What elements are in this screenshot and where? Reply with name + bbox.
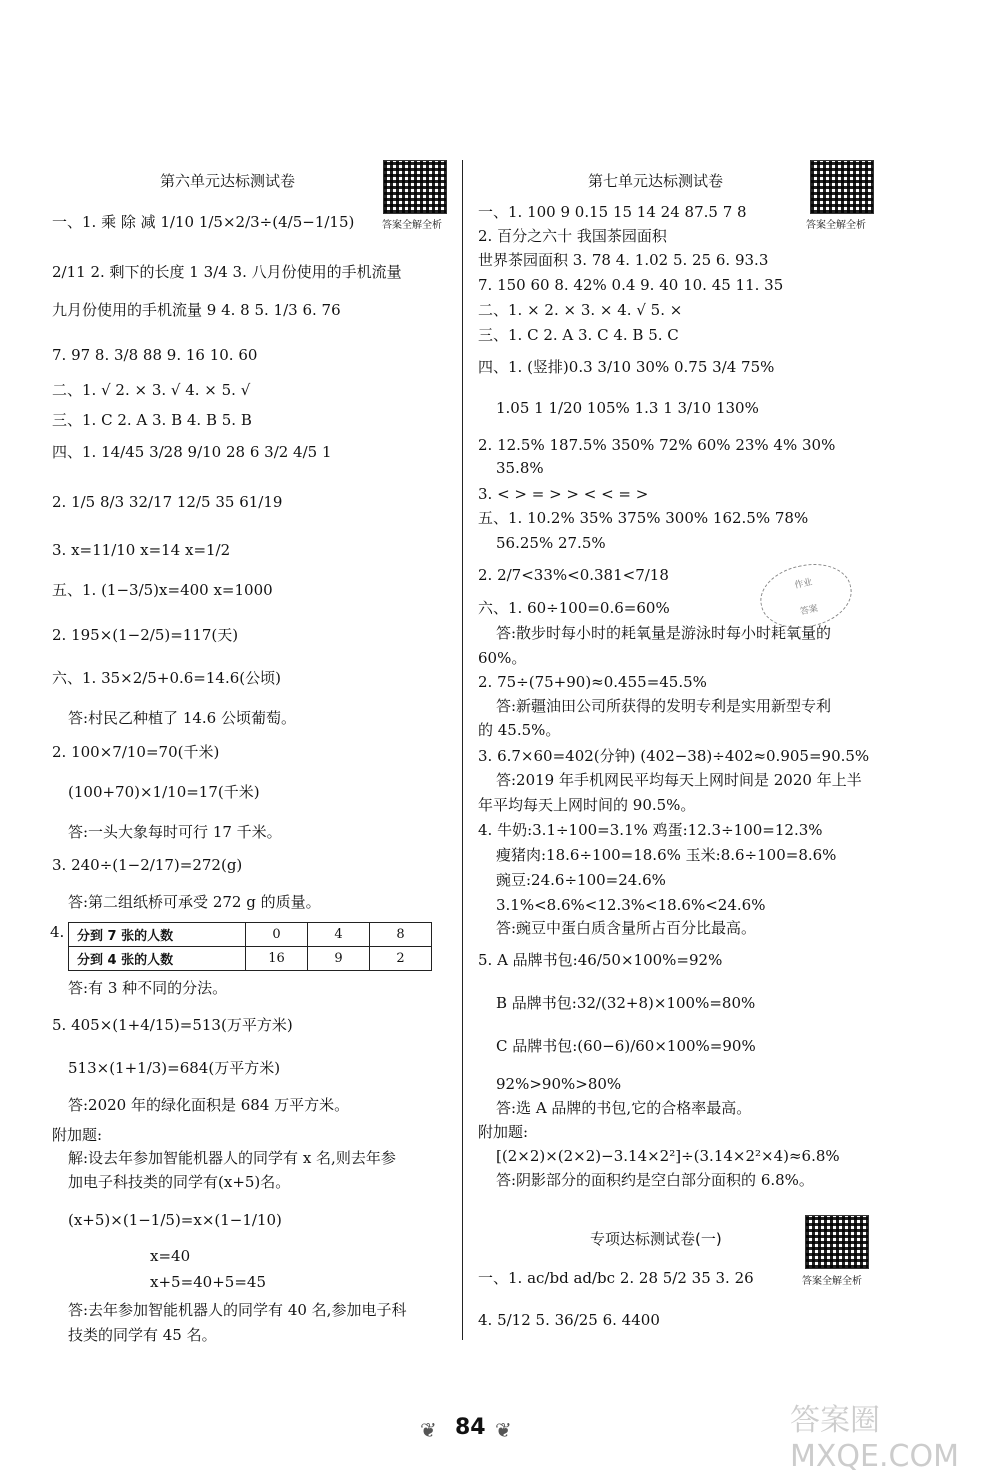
answer-line: 60%。 bbox=[478, 649, 527, 667]
table-cell: 8 bbox=[370, 923, 432, 947]
answer-line: 3. 6.7×60=402(分钟) (402−38)÷402≈0.905=90.5% bbox=[478, 747, 870, 765]
qr-code-icon[interactable] bbox=[383, 160, 447, 214]
table-cell: 分到 7 张的人数 bbox=[69, 923, 246, 947]
answer-line: 答:豌豆中蛋白质含量所占百分比最高。 bbox=[496, 919, 757, 937]
answer-line: 四、1. 14/45 3/28 9/10 28 6 3/2 4/5 1 bbox=[52, 443, 332, 461]
answer-line: 4. 5/12 5. 36/25 6. 4400 bbox=[478, 1311, 660, 1329]
answer-line: 加电子科技类的同学有(x+5)名。 bbox=[68, 1173, 291, 1191]
answer-line: 3. 240÷(1−2/17)=272(g) bbox=[52, 856, 243, 874]
answer-line: 豌豆:24.6÷100=24.6% bbox=[496, 871, 666, 889]
stamp-mark bbox=[755, 556, 858, 636]
answer-line: 九月份使用的手机流量 9 4. 8 5. 1/3 6. 76 bbox=[52, 301, 341, 319]
answer-line: 答:去年参加智能机器人的同学有 40 名,参加电子科 bbox=[68, 1301, 407, 1319]
answer-line: [(2×2)×(2×2)−3.14×2²]÷(3.14×2²×4)≈6.8% bbox=[496, 1147, 840, 1165]
stamp-text: 作业 bbox=[793, 577, 814, 592]
section-title-unit6: 第六单元达标测试卷 bbox=[160, 172, 296, 190]
page-number: 84 bbox=[455, 1415, 486, 1440]
answer-line: 2. 100×7/10=70(千米) bbox=[52, 743, 220, 761]
table-cell: 2 bbox=[370, 947, 432, 971]
answer-line: 答:新疆油田公司所获得的发明专利是实用新型专利 bbox=[496, 697, 832, 715]
answer-line: B 品牌书包:32/(32+8)×100%=80% bbox=[496, 994, 756, 1012]
answer-line: 56.25% 27.5% bbox=[496, 534, 606, 552]
answer-line: 35.8% bbox=[496, 459, 544, 477]
leaf-icon: ❦ bbox=[495, 1418, 512, 1442]
answer-line: 2. 1/5 8/3 32/17 12/5 35 61/19 bbox=[52, 493, 283, 511]
answer-line: x+5=40+5=45 bbox=[150, 1273, 266, 1291]
answer-line: 答:第二组纸桥可承受 272 g 的质量。 bbox=[68, 893, 321, 911]
answer-line: 答:村民乙种植了 14.6 公顷葡萄。 bbox=[68, 709, 296, 727]
qr-code-icon[interactable] bbox=[810, 160, 874, 214]
answer-line: 二、1. √ 2. × 3. √ 4. × 5. √ bbox=[52, 381, 251, 399]
qr-label: 答案全解全析 bbox=[806, 220, 866, 231]
answer-line: 5. A 品牌书包:46/50×100%=92% bbox=[478, 951, 723, 969]
answer-line: 附加题: bbox=[478, 1123, 529, 1141]
answer-line: 附加题: bbox=[52, 1126, 103, 1144]
answer-line: 2/11 2. 剩下的长度 1 3/4 3. 八月份使用的手机流量 bbox=[52, 263, 402, 281]
answer-line: (x+5)×(1−1/5)=x×(1−1/10) bbox=[68, 1211, 282, 1229]
table-cell: 9 bbox=[308, 947, 370, 971]
watermark: 答案圈 MXQE.COM bbox=[790, 1403, 959, 1474]
answer-line: 一、1. 100 9 0.15 15 14 24 87.5 7 8 bbox=[478, 203, 747, 221]
answer-line: 3.1%<8.6%<12.3%<18.6%<24.6% bbox=[496, 896, 766, 914]
stamp-text: 答案 bbox=[799, 603, 819, 618]
answer-line: 答:散步时每小时的耗氧量是游泳时每小时耗氧量的 bbox=[496, 624, 832, 642]
answer-line: 答:有 3 种不同的分法。 bbox=[68, 979, 228, 997]
answer-line: x=40 bbox=[150, 1247, 191, 1265]
answer-line: 答:2019 年手机网民平均每天上网时间是 2020 年上半 bbox=[496, 771, 862, 789]
answer-line: 3. < > = > > < < = > bbox=[478, 485, 649, 503]
answer-line: 7. 97 8. 3/8 88 9. 16 10. 60 bbox=[52, 346, 258, 364]
answer-line: C 品牌书包:(60−6)/60×100%=90% bbox=[496, 1037, 756, 1055]
column-divider bbox=[462, 160, 463, 1340]
answer-line: 的 45.5%。 bbox=[478, 721, 561, 739]
section-title-special1: 专项达标测试卷(一) bbox=[590, 1230, 722, 1248]
table-row bbox=[69, 923, 432, 947]
table-cell: 0 bbox=[246, 923, 308, 947]
table-cell: 4 bbox=[308, 923, 370, 947]
answer-line: 五、1. 10.2% 35% 375% 300% 162.5% 78% bbox=[478, 509, 809, 527]
answer-line: 2. 2/7<33%<0.381<7/18 bbox=[478, 566, 669, 584]
answer-line: 答:选 A 品牌的书包,它的合格率最高。 bbox=[496, 1099, 752, 1117]
answer-line: 92%>90%>80% bbox=[496, 1075, 622, 1093]
answer-line: 答:2020 年的绿化面积是 684 万平方米。 bbox=[68, 1096, 350, 1114]
table-cell: 分到 4 张的人数 bbox=[69, 947, 246, 971]
table-row bbox=[69, 947, 432, 971]
table-question-number: 4. bbox=[50, 923, 65, 941]
answer-line: 六、1. 60÷100=0.6=60% bbox=[478, 599, 670, 617]
answer-line: 一、1. ac/bd ad/bc 2. 28 5/2 35 3. 26 bbox=[478, 1269, 754, 1287]
leaf-icon: ❦ bbox=[420, 1418, 437, 1442]
answer-line: 三、1. C 2. A 3. B 4. B 5. B bbox=[52, 411, 252, 429]
answer-line: 六、1. 35×2/5+0.6=14.6(公顷) bbox=[52, 669, 281, 687]
answer-line: 3. x=11/10 x=14 x=1/2 bbox=[52, 541, 231, 559]
answer-line: 世界茶园面积 3. 78 4. 1.02 5. 25 6. 93.3 bbox=[478, 251, 769, 269]
answer-line: 一、1. 乘 除 减 1/10 1/5×2/3÷(4/5−1/15) bbox=[52, 213, 355, 231]
answer-line: (100+70)×1/10=17(千米) bbox=[68, 783, 260, 801]
answer-line: 答:阴影部分的面积约是空白部分面积的 6.8%。 bbox=[496, 1171, 814, 1189]
answer-line: 2. 75÷(75+90)≈0.455=45.5% bbox=[478, 673, 707, 691]
answer-line: 解:设去年参加智能机器人的同学有 x 名,则去年参 bbox=[68, 1149, 396, 1167]
qr-label: 答案全解全析 bbox=[802, 1276, 862, 1287]
answer-line: 答:一头大象每时可行 17 千米。 bbox=[68, 823, 282, 841]
section-title-unit7: 第七单元达标测试卷 bbox=[588, 172, 724, 190]
distribution-table bbox=[68, 922, 432, 971]
answer-line: 5. 405×(1+4/15)=513(万平方米) bbox=[52, 1016, 293, 1034]
answer-line: 2. 百分之六十 我国茶园面积 bbox=[478, 227, 667, 245]
answer-line: 年平均每天上网时间的 90.5%。 bbox=[478, 796, 696, 814]
answer-line: 四、1. (竖排)0.3 3/10 30% 0.75 3/4 75% bbox=[478, 358, 775, 376]
answer-line: 2. 12.5% 187.5% 350% 72% 60% 23% 4% 30% bbox=[478, 436, 836, 454]
answer-line: 五、1. (1−3/5)x=400 x=1000 bbox=[52, 581, 273, 599]
answer-line: 二、1. × 2. × 3. × 4. √ 5. × bbox=[478, 301, 683, 319]
answer-line: 技类的同学有 45 名。 bbox=[68, 1326, 217, 1344]
answer-line: 4. 牛奶:3.1÷100=3.1% 鸡蛋:12.3÷100=12.3% bbox=[478, 821, 823, 839]
answer-line: 瘦猪肉:18.6÷100=18.6% 玉米:8.6÷100=8.6% bbox=[496, 846, 837, 864]
qr-label: 答案全解全析 bbox=[382, 220, 442, 231]
qr-code-icon[interactable] bbox=[805, 1215, 869, 1269]
answer-line: 513×(1+1/3)=684(万平方米) bbox=[68, 1059, 281, 1077]
answer-line: 三、1. C 2. A 3. C 4. B 5. C bbox=[478, 326, 679, 344]
table-cell: 16 bbox=[246, 947, 308, 971]
answer-line: 7. 150 60 8. 42% 0.4 9. 40 10. 45 11. 35 bbox=[478, 276, 784, 294]
answer-line: 2. 195×(1−2/5)=117(天) bbox=[52, 626, 239, 644]
answer-line: 1.05 1 1/20 105% 1.3 1 3/10 130% bbox=[496, 399, 759, 417]
